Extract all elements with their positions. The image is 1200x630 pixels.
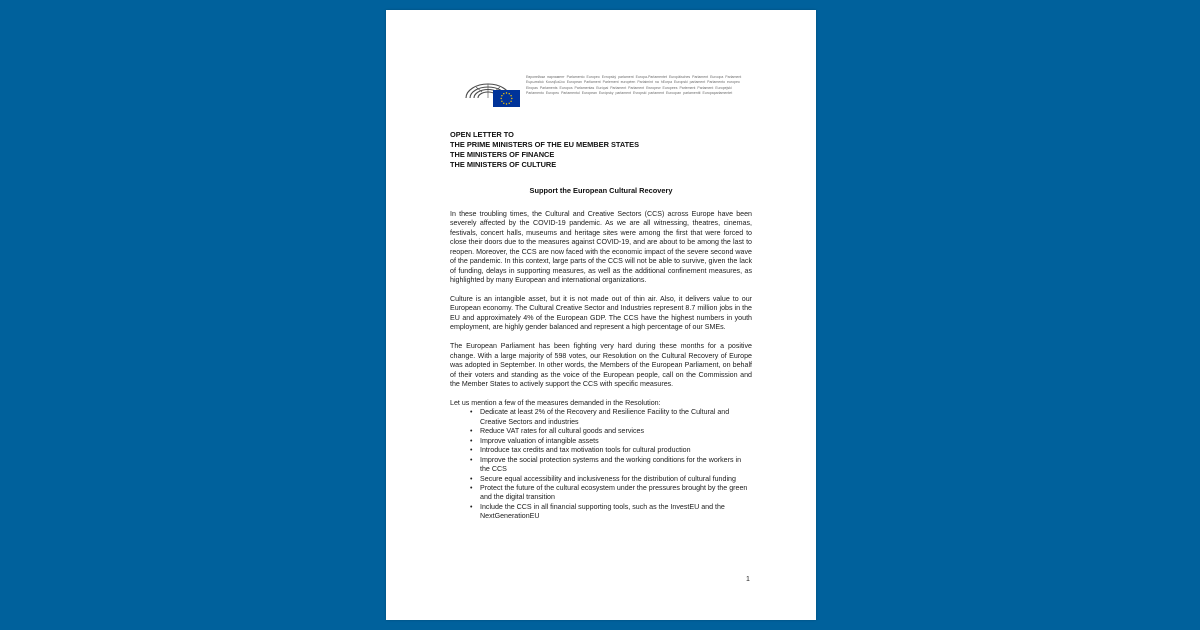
document-page <box>386 10 816 620</box>
parliament-name: Parlament Ewropew <box>628 85 661 90</box>
parliament-name: Europa-Parlamentet <box>635 75 667 79</box>
page-number: 1 <box>746 576 750 583</box>
parliament-name: Evropski parlament <box>633 91 664 96</box>
addressees-block <box>450 130 770 170</box>
parliament-name: Ευρωπαϊκό Κοινοβούλιο <box>526 80 565 85</box>
list-item: • Include the CCS in all financial supporting tools, such as the InvestEU and the NextGenerationEU <box>470 503 752 522</box>
parliament-name: Euroopan parlamentti <box>665 91 701 96</box>
list-item: • Protect the future of the cultural ecosystem under the pressures brought by the green and the digital transition <box>470 484 752 503</box>
paragraph: Culture is an intangible asset, but it is not made out of thin air. Also, it delivers value to our European economy. The Cultural Creative Sector and Industries represent 8.7 million jobs in the EU and approximately 4% of the European GDP. The CCS have the highest numbers in youth employment, are highly gender balanced and represent a high percentage of our SMEs. <box>450 295 752 332</box>
european-parliament-logo-icon <box>462 74 522 108</box>
list-item: • Reduce VAT rates for all cultural goods and services <box>470 427 752 436</box>
addressee-line: THE MINISTERS OF CULTURE <box>450 160 557 169</box>
parliament-name: Parlamento europeo <box>707 80 740 85</box>
parliament-names-block <box>526 75 746 97</box>
addressee-line: THE MINISTERS OF FINANCE <box>450 150 555 159</box>
parliament-name: Euroopa Parlament <box>710 75 742 79</box>
parliament-name: Europaparlamentet <box>702 91 733 96</box>
document-title: Support the European Cultural Recovery <box>529 186 673 195</box>
parliament-name: Európai Parlament <box>596 85 627 90</box>
parliament-name: Parlamento Europeo <box>566 75 600 79</box>
parliament-name: Europski parlament <box>674 80 706 85</box>
parliament-name: Parlement européen <box>602 80 636 85</box>
list-item: • Introduce tax credits and tax motivation tools for cultural production <box>470 446 752 455</box>
addressee-line: OPEN LETTER TO <box>450 130 514 139</box>
parliament-name: European Parliament <box>566 80 601 85</box>
parliament-name: Parlaimint na hEorpa <box>637 80 673 85</box>
parliament-name: Parlamento Europeu <box>526 91 560 96</box>
measures-list <box>450 408 752 521</box>
measures-intro: Let us mention a few of the measures demanded in the Resolution: <box>450 398 661 407</box>
paragraph: The European Parliament has been fighting very hard during these months for a positive change. With a large majority of 598 votes, our Resolution on the Cultural Recovery of Europe was adopted in September. In other words, the Members of the European Parliament, on behalf of their voters and standing as the voice of the European people, call on the Commission and the Member States to actively support the CCS with specific measures. <box>450 342 752 389</box>
list-item: • Secure equal accessibility and inclusiveness for the distribution of cultural funding <box>470 475 752 484</box>
list-item: • Dedicate at least 2% of the Recovery and Resilience Facility to the Cultural and Creative Sectors and industries <box>470 408 752 427</box>
list-item: • Improve the social protection systems and the working conditions for the workers in the CCS <box>470 456 752 475</box>
parliament-name: Europäisches Parlament <box>668 75 709 79</box>
parliament-name: Európsky parlament <box>598 91 632 96</box>
parliament-name: Европейски парламент <box>526 75 565 79</box>
addressee-line: THE PRIME MINISTERS OF THE EU MEMBER STATES <box>450 140 640 149</box>
parliament-name: Eiropas Parlaments <box>526 85 558 90</box>
paragraph: In these troubling times, the Cultural and Creative Sectors (CCS) across Europe have been severely affected by the COVID-19 pandemic. As we are all witnessing, theatres, cinemas, festivals, concert halls, museums and heritage sites were among the first that were forced to close their doors due to the measures against COVID-19, and are about to be among the last to reopen. Moreover, the CCS are now faced with the economic impact of the severe second wave of the pandemic. In this context, large parts of the CCS will not be able to survive, given the lack of funding, delays in supporting measures, as well as the additional confinement measures, as highlighted by many European and international organizations. <box>450 210 752 285</box>
list-item: • Improve valuation of intangible assets <box>470 437 752 446</box>
parliament-name: Parlamentul European <box>561 91 597 96</box>
parliament-name: Europees Parlement <box>662 85 696 90</box>
document-body <box>450 210 752 522</box>
parliament-name: Europos Parlamentas <box>559 85 595 90</box>
parliament-name: Evropský parlament <box>601 75 634 79</box>
parliament-name: Parlament Europejski <box>697 85 732 90</box>
